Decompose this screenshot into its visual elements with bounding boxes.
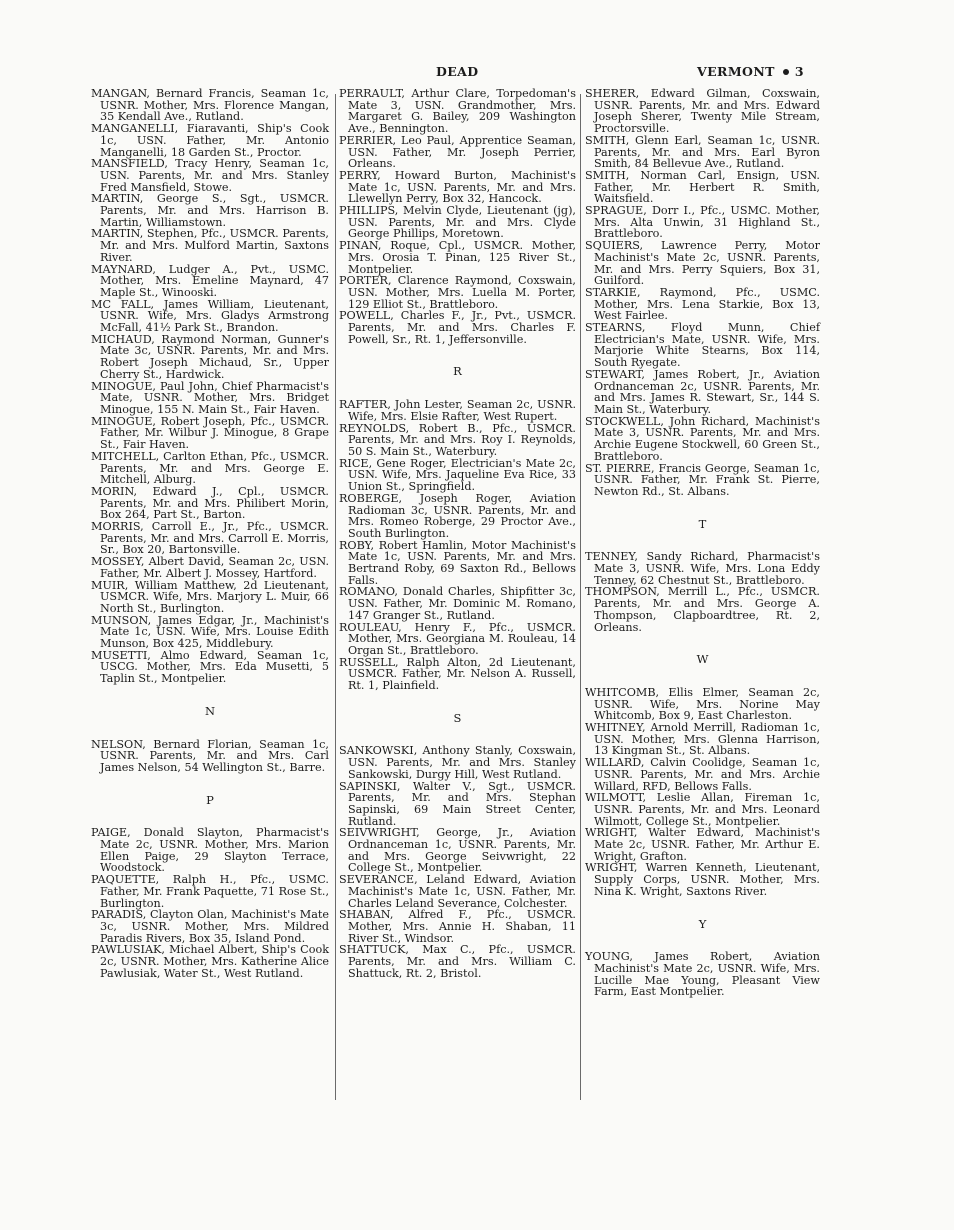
casualty-entry: WILLARD, Calvin Coolidge, Seaman 1c, USNR. Parents, Mr. and Mrs. Archie Willard, RFD, Bellows Falls. (585, 756, 820, 793)
casualty-entry: PAQUETTE, Ralph H., Pfc., USMC. Father, Mr. Frank Paquette, 71 Rose St., Burlington. (91, 873, 329, 910)
casualty-entry: PERRIER, Leo Paul, Apprentice Seaman, USN. Father, Mr. Joseph Perrier, Orleans. (339, 133, 576, 171)
casualty-entry: MINOGUE, Paul John, Chief Pharmacist's Mate, USNR. Mother, Mrs. Bridget Minogue, 155 N. Main St., Fair Haven. (91, 379, 329, 416)
section-letter: N (204, 703, 216, 718)
casualty-entry: PHILLIPS, Melvin Clyde, Lieutenant (jg), USN. Parents, Mr. and Mrs. Clyde George Phillips, Moretown. (339, 204, 576, 241)
casualty-entry: SANKOWSKI, Anthony Stanly, Coxswain, USN. Parents, Mr. and Mrs. Stanley Sankowski, Durgy Hill, West Rutland. (339, 744, 576, 781)
casualty-entry: MC FALL, James William, Lieutenant, USNR. Wife, Mrs. Gladys Armstrong McFall, 41½ Park St., Brandon. (91, 297, 329, 335)
casualty-entry: MORRIS, Carroll E., Jr., Pfc., USMCR. Parents, Mr. and Mrs. Carroll E. Morris, Sr., Box 20, Bartonsville. (91, 520, 329, 557)
section-letter: P (206, 792, 214, 807)
casualty-entry: SEVERANCE, Leland Edward, Aviation Machinist's Mate 1c, USN. Father, Mr. Charles Leland Severance, Colchester. (339, 873, 576, 910)
casualty-entry: PINAN, Roque, Cpl., USMCR. Mother, Mrs. Orosia T. Pinan, 125 River St., Montpelier. (339, 239, 576, 276)
bullet-dot-icon (783, 69, 789, 75)
casualty-entry: TENNEY, Sandy Richard, Pharmacist's Mate 3, USNR. Wife, Mrs. Lona Eddy Tenney, 62 Chestnut St., Brattleboro. (585, 550, 820, 587)
casualty-entry: SMITH, Glenn Earl, Seaman 1c, USNR. Parents, Mr. and Mrs. Earl Byron Smith, 84 Bellevue Ave., Rutland. (585, 133, 820, 171)
casualty-entry: POWELL, Charles F., Jr., Pvt., USMCR. Parents, Mr. and Mrs. Charles F. Powell, Sr., Rt. 1, Jeffersonville. (339, 309, 576, 346)
casualty-entry: RICE, Gene Roger, Electrician's Mate 2c, USN. Wife, Mrs. Jaqueline Eva Rice, 33 Union St., Springfield. (339, 456, 576, 494)
column-divider (335, 94, 336, 1100)
casualty-entry: ROMANO, Donald Charles, Shipfitter 3c, USN. Father, Mr. Dominic M. Romano, 147 Granger St., Rutland. (339, 585, 576, 622)
casualty-entry: STOCKWELL, John Richard, Machinist's Mate 3, USNR. Parents, Mr. and Mrs. Archie Eugene Stockwell, 60 Green St., Brattleboro. (585, 414, 820, 463)
column-2 (339, 88, 576, 980)
casualty-entry: PARADIS, Clayton Olan, Machinist's Mate 3c, USNR. Mother, Mrs. Mildred Paradis Rivers, Box 35, Island Pond. (91, 908, 329, 945)
casualty-entry: ROULEAU, Henry F., Pfc., USMCR. Mother, Mrs. Georgiana M. Rouleau, 14 Organ St., Brattleboro. (339, 620, 576, 657)
casualty-entry: MUIR, William Matthew, 2d Lieutenant, USMCR. Wife, Mrs. Marjory L. Muir, 66 North St., Burlington. (91, 578, 329, 615)
casualty-entry: PAIGE, Donald Slayton, Pharmacist's Mate 2c, USNR. Mother, Mrs. Marion Ellen Paige, 29 Slayton Terrace, Woodstock. (91, 826, 329, 875)
casualty-entry: STEWART, James Robert, Jr., Aviation Ordnanceman 2c, USNR. Parents, Mr. and Mrs. James R. Stewart, Sr., 144 S. Main St., Waterbury. (585, 367, 820, 416)
casualty-entry: YOUNG, James Robert, Aviation Machinist's Mate 2c, USNR. Wife, Mrs. Lucille Mae Young, Pleasant View Farm, East Montpelier. (585, 950, 820, 999)
casualty-entry: WRIGHT, Walter Edward, Machinist's Mate 2c, USNR. Father, Mr. Arthur E. Wright, Grafton. (585, 826, 820, 863)
casualty-entry: NELSON, Bernard Florian, Seaman 1c, USNR. Parents, Mr. and Mrs. Carl James Nelson, 54 Wellington St., Barre. (91, 737, 329, 774)
section-letter: R (453, 364, 462, 379)
header-right (697, 64, 804, 79)
casualty-entry: SEIVWRIGHT, George, Jr., Aviation Ordnanceman 1c, USNR. Parents, Mr. and Mrs. George Seivwright, 22 College St., Montpelier. (339, 826, 576, 875)
casualty-entry: PERRAULT, Arthur Clare, Torpedoman's Mate 3, USN. Grandmother, Mrs. Margaret G. Bailey, 209 Washington Ave., Bennington. (339, 87, 576, 136)
casualty-entry: MANGAN, Bernard Francis, Seaman 1c, USNR. Mother, Mrs. Florence Mangan, 35 Kendall Ave., Rutland. (91, 87, 329, 124)
section-letter: Y (698, 916, 707, 931)
casualty-entry: MANSFIELD, Tracy Henry, Seaman 1c, USN. Parents, Mr. and Mrs. Stanley Fred Mansfield, Stowe. (91, 157, 329, 194)
casualty-entry: SHABAN, Alfred F., Pfc., USMCR. Mother, Mrs. Annie H. Shaban, 11 River St., Windsor. (339, 908, 576, 945)
header-state: VERMONT (697, 64, 775, 79)
page-header (0, 64, 954, 82)
casualty-entry: MARTIN, Stephen, Pfc., USMCR. Parents, Mr. and Mrs. Mulford Martin, Saxtons River. (91, 227, 329, 264)
casualty-entry: MUSETTI, Almo Edward, Seaman 1c, USCG. Mother, Mrs. Eda Musetti, 5 Taplin St., Montpelier. (91, 648, 329, 686)
casualty-entry: SHATTUCK, Max C., Pfc., USMCR. Parents, Mr. and Mrs. William C. Shattuck, Rt. 2, Bristol. (339, 943, 576, 980)
casualty-entry: PERRY, Howard Burton, Machinist's Mate 1c, USN. Parents, Mr. and Mrs. Llewellyn Perry, Box 32, Hancock. (339, 168, 576, 206)
casualty-entry: PAWLUSIAK, Michael Albert, Ship's Cook 2c, USNR. Mother, Mrs. Katherine Alice Pawlusiak, Water St., West Rutland. (91, 943, 329, 980)
casualty-entry: ROBY, Robert Hamlin, Motor Machinist's Mate 1c, USN. Parents, Mr. and Mrs. Bertrand Roby, 69 Saxton Rd., Bellows Falls. (339, 538, 576, 587)
column-1 (91, 88, 329, 980)
casualty-entry: MOSSEY, Albert David, Seaman 2c, USN. Father, Mr. Albert J. Mossey, Hartford. (91, 555, 329, 580)
column-divider (580, 94, 581, 1100)
casualty-entry: MUNSON, James Edgar, Jr., Machinist's Mate 1c, USN. Wife, Mrs. Louise Edith Munson, Box 425, Middlebury. (91, 613, 329, 651)
header-title: DEAD (436, 64, 479, 79)
casualty-entry: WHITNEY, Arnold Merrill, Radioman 1c, USN. Mother, Mrs. Glenna Harrison, 13 Kingman St., St. Albans. (585, 721, 820, 758)
casualty-entry: ROBERGE, Joseph Roger, Aviation Radioman 3c, USNR. Parents, Mr. and Mrs. Romeo Roberge, 29 Proctor Ave., South Burlington. (339, 491, 576, 540)
casualty-entry: MORIN, Edward J., Cpl., USMCR. Parents, Mr. and Mrs. Philibert Morin, Box 264, Part St., Barton. (91, 484, 329, 522)
section-letter: S (453, 710, 462, 725)
casualty-entry: SQUIERS, Lawrence Perry, Motor Machinist's Mate 2c, USNR. Parents, Mr. and Mrs. Perry Squiers, Box 31, Guilford. (585, 239, 820, 288)
casualty-entry: WHITCOMB, Ellis Elmer, Seaman 2c, USNR. Wife, Mrs. Norine May Whitcomb, Box 9, East Charleston. (585, 685, 820, 723)
casualty-entry: MARTIN, George S., Sgt., USMCR. Parents, Mr. and Mrs. Harrison B. Martin, Williamstown. (91, 192, 329, 229)
casualty-entry: MITCHELL, Carlton Ethan, Pfc., USMCR. Parents, Mr. and Mrs. George E. Mitchell, Alburg. (91, 449, 329, 487)
column-3 (585, 88, 820, 998)
casualty-entry: STARKIE, Raymond, Pfc., USMC. Mother, Mrs. Lena Starkie, Box 13, West Fairlee. (585, 285, 820, 323)
casualty-entry: STEARNS, Floyd Munn, Chief Electrician's Mate, USNR. Wife, Mrs. Marjorie White Stearns, Box 114, South Ryegate. (585, 321, 820, 370)
casualty-entry: MANGANELLI, Fiaravanti, Ship's Cook 1c, USN. Father, Mr. Antonio Manganelli, 18 Garden St., Proctor. (91, 122, 329, 159)
casualty-entry: SAPINSKI, Walter V., Sgt., USMCR. Parents, Mr. and Mrs. Stephan Sapinski, 69 Main Street Center, Rutland. (339, 779, 576, 828)
casualty-entry: THOMPSON, Merrill L., Pfc., USMCR. Parents, Mr. and Mrs. George A. Thompson, Clapboardtree, Rt. 2, Orleans. (585, 585, 820, 634)
casualty-entry: ST. PIERRE, Francis George, Seaman 1c, USNR. Father, Mr. Frank St. Pierre, Newton Rd., St. Albans. (585, 461, 820, 498)
casualty-entry: WILMOTT, Leslie Allan, Fireman 1c, USNR. Parents, Mr. and Mrs. Leonard Wilmott, College St., Montpelier. (585, 791, 820, 828)
casualty-entry: SHERER, Edward Gilman, Coxswain, USNR. Parents, Mr. and Mrs. Edward Joseph Sherer, Twenty Mile Stream, Proctorsville. (585, 87, 820, 136)
casualty-entry: MINOGUE, Robert Joseph, Pfc., USMCR. Father, Mr. Wilbur J. Minogue, 8 Grape St., Fair Haven. (91, 414, 329, 452)
casualty-entry: WRIGHT, Warren Kenneth, Lieutenant, Supply Corps, USNR. Mother, Mrs. Nina K. Wright, Saxtons River. (585, 861, 820, 898)
casualty-entry: SMITH, Norman Carl, Ensign, USN. Father, Mr. Herbert R. Smith, Waitsfield. (585, 168, 820, 206)
casualty-entry: MAYNARD, Ludger A., Pvt., USMC. Mother, Mrs. Emeline Maynard, 47 Maple St., Winooski. (91, 262, 329, 299)
section-letter: W (696, 652, 709, 667)
casualty-entry: REYNOLDS, Robert B., Pfc., USMCR. Parents, Mr. and Mrs. Roy I. Reynolds, 50 S. Main St., Waterbury. (339, 421, 576, 458)
casualty-entry: RAFTER, John Lester, Seaman 2c, USNR. Wife, Mrs. Elsie Rafter, West Rupert. (339, 398, 576, 423)
casualty-entry: PORTER, Clarence Raymond, Coxswain, USN. Mother, Mrs. Luella M. Porter, 129 Elliot St., Brattleboro. (339, 274, 576, 311)
casualty-entry: MICHAUD, Raymond Norman, Gunner's Mate 3c, USNR. Parents, Mr. and Mrs. Robert Joseph Michaud, Sr., Upper Cherry St., Hardwick. (91, 332, 329, 381)
casualty-entry: SPRAGUE, Dorr I., Pfc., USMC. Mother, Mrs. Alta Unwin, 31 Highland St., Brattleboro. (585, 204, 820, 241)
page-number: 3 (794, 64, 804, 79)
section-letter: T (698, 516, 707, 531)
casualty-entry: RUSSELL, Ralph Alton, 2d Lieutenant, USMCR. Father, Mr. Nelson A. Russell, Rt. 1, Plainfield. (339, 655, 576, 693)
